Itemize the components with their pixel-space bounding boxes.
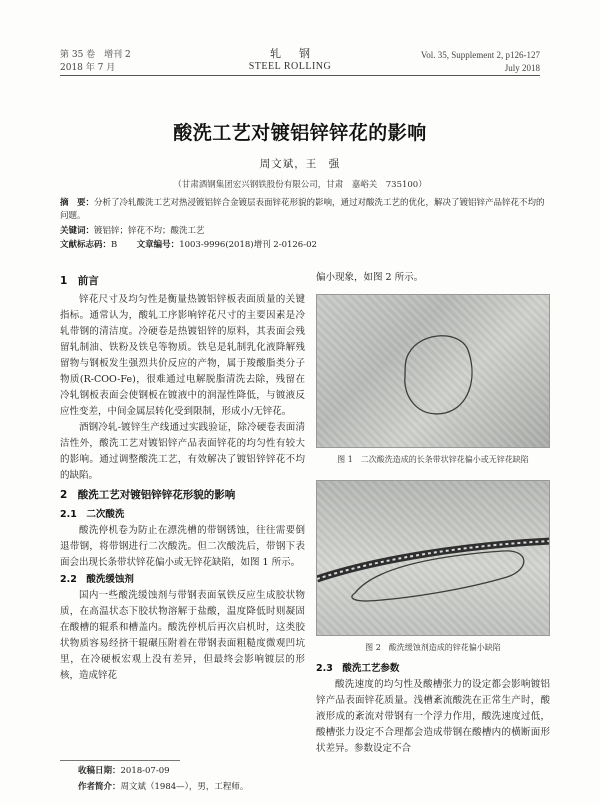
- figure-1-defect-outline: [317, 295, 550, 448]
- left-column: [60, 270, 305, 684]
- issue-date-en: July 2018: [504, 63, 540, 73]
- article-title: 酸洗工艺对镀铝锌锌花的影响: [173, 122, 427, 144]
- section-1-heading: 1 前言: [60, 275, 99, 287]
- abstract-label: 摘 要：: [60, 198, 95, 208]
- article-authors: 周文斌，王 强: [259, 158, 341, 170]
- section-1-paragraph-2: 酒钢冷轧-镀锌生产线通过实践验证，除冷硬卷表面清洁性外，酸洗工艺对镀铝锌产品表面锌花的均匀性有较大的影响。通过调整酸洗工艺，有效解决了镀铝锌锌花不均的缺陷。: [60, 422, 305, 481]
- running-header-right: [421, 49, 540, 75]
- journal-name-cn: 轧钢: [270, 47, 328, 60]
- figure-2-caption: 图 2 酸洗缓蚀剂造成的锌花偏小缺陷: [365, 643, 501, 652]
- right-column: [316, 270, 550, 757]
- footnote-rule: [60, 760, 180, 761]
- journal-name-en: STEEL ROLLING: [248, 61, 332, 72]
- abstract-text: 分析了冷轧酸洗工艺对热浸镀铝锌合金镀层表面锌花形貌的影响，通过对酸洗工艺的优化，解决了镀铝锌产品锌花不均的问题。: [60, 198, 545, 221]
- figure-1-photo: [316, 294, 550, 448]
- author-bio-value: 周文斌（1984—），男，工程师。: [120, 782, 249, 792]
- section-2-3-heading: 2.3 酸洗工艺参数: [316, 663, 400, 674]
- article-no-value: 1003-9996(2018)增刊 2-0126-02: [179, 240, 317, 250]
- section-2-3-paragraph: 酸洗速度的均匀性及酸槽张力的设定都会影响镀铝锌产品表面锌花质量。浅槽紊流酸洗在正常生产时，酸液形成的紊流对带钢有一个浮力作用，酸洗速度过低，酸槽张力设定不合理都会造成带钢在酸槽内的横断面形状差异。参数设定不合: [316, 679, 550, 754]
- abstract: [60, 197, 546, 223]
- section-2-2-paragraph: 国内一些酸洗缓蚀剂与带钢表面氧铁反应生成胶状物质，在高温状态下胶状物溶解于盐酸，温度降低时则凝固在酸槽的辊系和槽盖内。酸洗停机后再次启机时，这类胶状物质容易经挤干辊碾压附着在带钢表面粗糙度微观凹坑里，在冷硬板宏观上没有差异，但最终会影响镀层的形核，造成锌花: [60, 590, 305, 681]
- article-no-label: 文章编号：: [136, 240, 180, 250]
- received-date-line: [78, 764, 170, 778]
- section-2-heading: 2 酸洗工艺对镀铝锌锌花形貌的影响: [60, 489, 236, 501]
- issue-date: 2018 年 7 月: [60, 63, 116, 73]
- author-bio-line: [78, 780, 248, 794]
- keywords-line: [60, 225, 546, 238]
- header-rule: [60, 75, 540, 76]
- article-meta-line: [60, 239, 546, 252]
- running-header-center: [230, 47, 350, 73]
- clc-label: 文献标志码：: [60, 240, 112, 250]
- section-2-1-paragraph: 酸洗停机卷为防止在漂洗槽的带钢锈蚀，往往需要倒退带钢，将带钢进行二次酸洗。但二次酸洗后，带钢下表面会出现长条带状锌花偏小或无锌花缺陷，如图 1 所示。: [60, 525, 305, 568]
- received-value: 2018-07-09: [120, 766, 170, 776]
- author-bio-label: 作者简介：: [78, 782, 121, 792]
- received-label: 收稿日期：: [78, 766, 121, 776]
- keywords-label: 关键词：: [60, 226, 95, 236]
- section-1-paragraph-1: 锌花尺寸及均匀性是衡量热镀铝锌板表面质量的关键指标。通常认为，酸轧工序影响锌花尺寸的主要因素是冷轧带钢的清洁度。冷硬卷是热镀铝锌的原料，其表面会残留轧制油、铁粉及铁皂等物质。铁皂是轧制乳化液降解残留物与钢板发生强烈共价反应的产物，属于羧酸脂类分子物质(R-COO-Fe)，很难通过电解脱脂清洗去除，残留在冷轧钢板表面会使钢板在镀液中的润湿性降低，与镀液反应性变差，中间金属层转化受到限制，形成小/无锌花。: [60, 294, 305, 417]
- section-2-2-heading: 2.2 酸洗缓蚀剂: [60, 574, 134, 585]
- figure-2-photo: [316, 480, 550, 636]
- clc-value: B: [111, 240, 118, 250]
- figure-2-strip-and-outline: [317, 481, 550, 636]
- running-header-left: [60, 49, 131, 75]
- figure-1-caption: 图 1 二次酸洗造成的长条带状锌花偏小或无锌花缺陷: [337, 455, 529, 464]
- keywords-text: 镀铝锌；锌花不均；酸洗工艺: [94, 226, 205, 236]
- author-affiliation: （甘肃酒钢集团宏兴钢铁股份有限公司，甘肃 嘉峪关 735100）: [173, 180, 427, 190]
- volume-issue: 第 35 卷 增刊 2: [60, 50, 131, 60]
- volume-pages: Vol. 35, Supplement 2, p126-127: [420, 50, 540, 60]
- section-2-1-heading: 2.1 二次酸洗: [60, 509, 125, 520]
- continued-text: 偏小现象，如图 2 所示。: [316, 272, 424, 283]
